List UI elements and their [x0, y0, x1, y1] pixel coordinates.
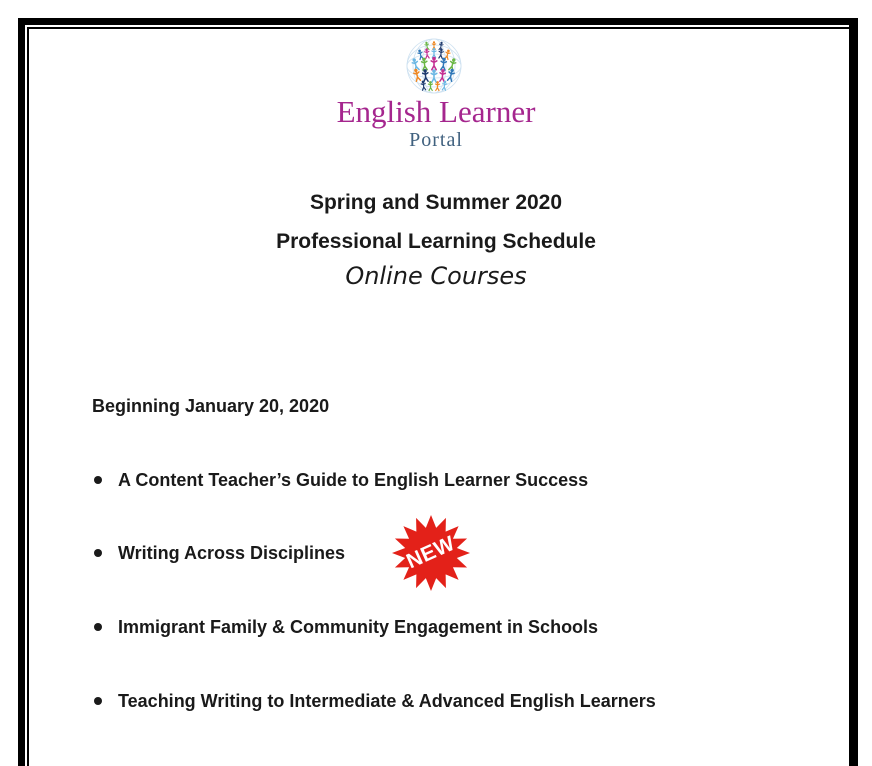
- course-list-item: [94, 469, 588, 491]
- logo-org-tagline: Portal: [409, 129, 463, 151]
- course-title: Teaching Writing to Intermediate & Advanced English Learners: [118, 690, 656, 711]
- schedule-subtitle: Online Courses: [345, 262, 527, 290]
- person-figure-icon: [417, 49, 423, 60]
- course-list-item: [94, 616, 598, 638]
- new-badge: [392, 515, 470, 591]
- person-figure-icon: [431, 57, 437, 70]
- logo-globe-icon: [404, 36, 464, 98]
- course-title: Writing Across Disciplines: [118, 542, 346, 563]
- bullet-icon: [94, 697, 102, 705]
- person-figure-icon: [444, 49, 450, 60]
- course-list-item: [94, 542, 345, 564]
- schedule-title-line1: Spring and Summer 2020: [309, 191, 563, 214]
- schedule-title-line2: Professional Learning Schedule: [276, 230, 596, 253]
- new-badge-label: NEW: [403, 531, 459, 574]
- course-list-item: [94, 690, 656, 712]
- bullet-icon: [94, 476, 102, 484]
- person-figure-icon: [431, 69, 437, 82]
- bullet-icon: [94, 623, 102, 631]
- bullet-icon: [94, 549, 102, 557]
- course-title: A Content Teacher’s Guide to English Learner Success: [118, 469, 589, 490]
- course-title: Immigrant Family & Community Engagement in Schools: [118, 616, 599, 637]
- session-start-date: Beginning January 20, 2020: [92, 396, 330, 416]
- logo-org-name: English Learner: [336, 94, 536, 129]
